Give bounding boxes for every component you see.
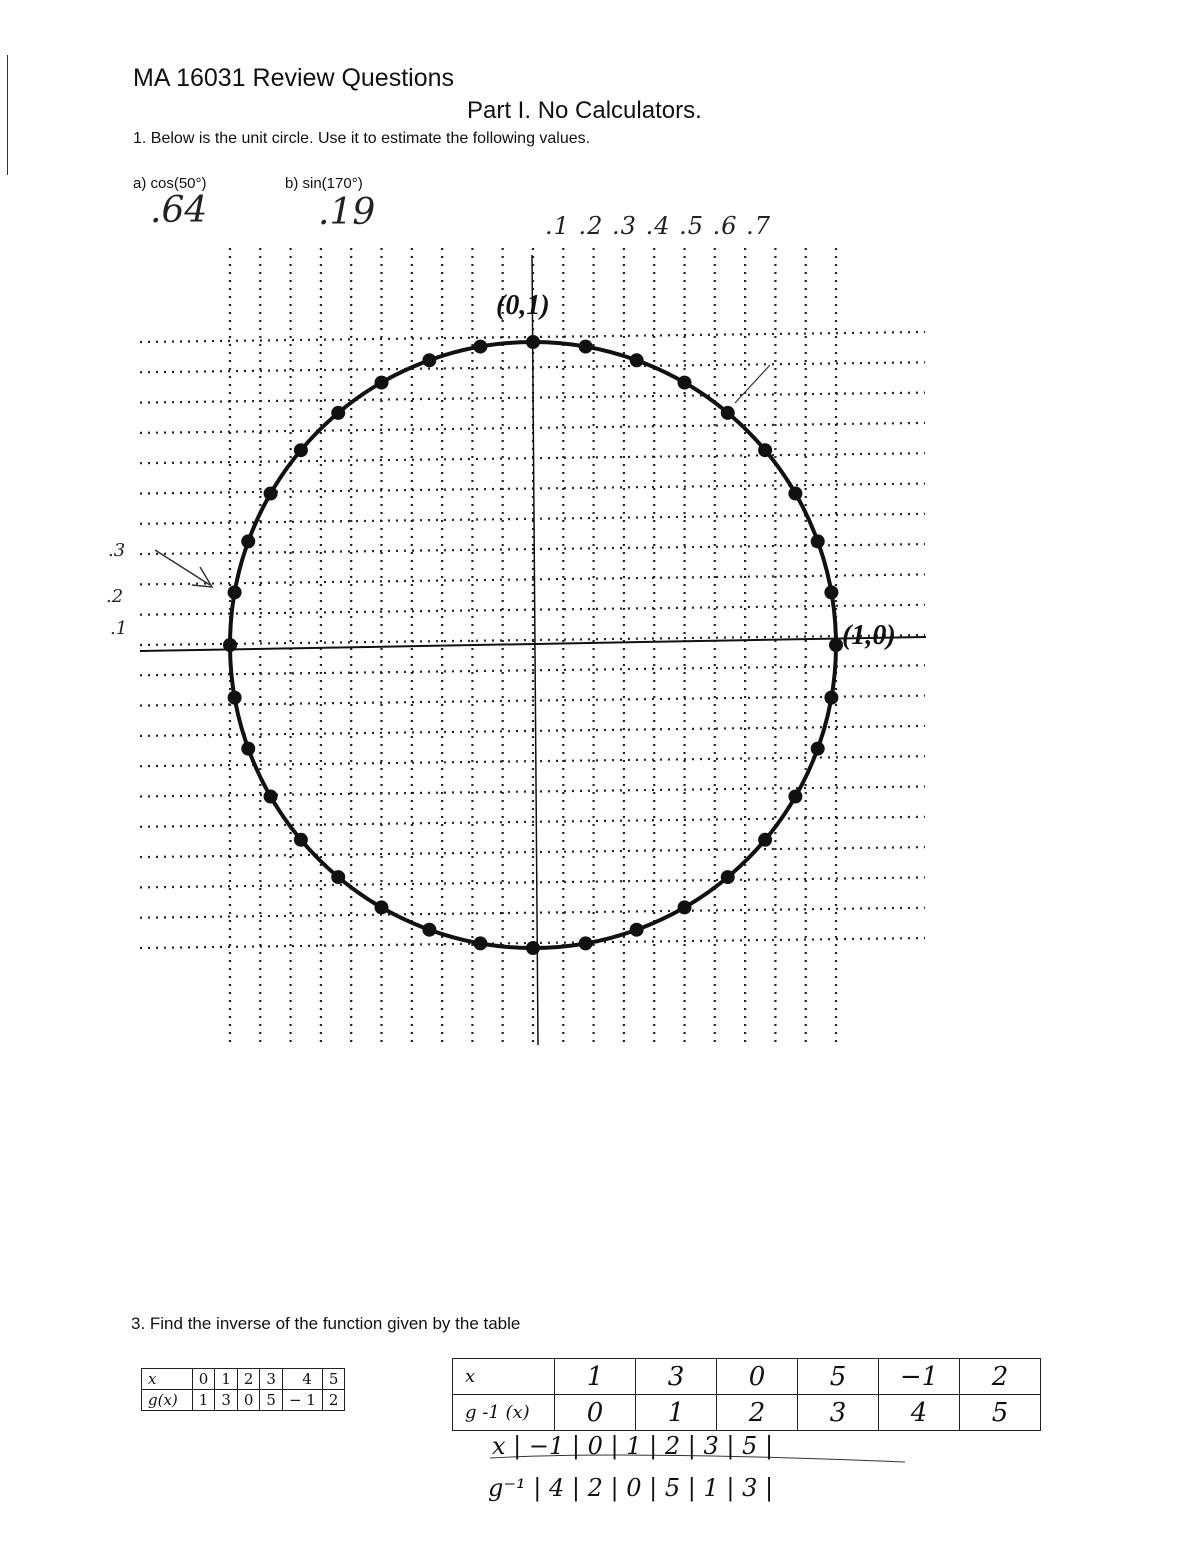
table-cell: 4 [282,1369,322,1390]
table-cell: 1 [215,1369,238,1390]
table-cell: 4 [879,1395,960,1431]
table-cell: 2 [237,1369,260,1390]
circle-point [331,406,345,420]
grid-line-horizontal [140,484,925,494]
grid-line-horizontal [140,726,925,736]
circle-point [294,833,308,847]
circle-point [758,443,772,457]
handwritten-left-note-1: .3 [108,540,126,561]
table-cell: 1 [555,1359,636,1395]
table-cell: 0 [192,1369,215,1390]
circle-point [228,691,242,705]
handwritten-work-row-2: g⁻¹ | 4 | 2 | 0 | 5 | 1 | 3 | [488,1474,774,1502]
circle-point [526,941,540,955]
circle-point [264,790,278,804]
grid-line-horizontal [140,605,925,615]
circle-point [824,585,838,599]
circle-point [331,870,345,884]
table-cell: 3 [798,1395,879,1431]
given-function-table [141,1368,345,1411]
table-header-cell: g(x) [142,1390,193,1411]
grid-line-horizontal [140,574,925,584]
grid-line-horizontal [140,453,925,463]
circle-point [579,340,593,354]
circle-point [721,870,735,884]
circle-point [526,335,540,349]
table-cell: 5 [260,1390,283,1411]
circle-point [721,406,735,420]
handwritten-work-row-1: x | −1 | 0 | 1 | 2 | 3 | 5 | [492,1432,774,1460]
annotation-arrow-left [155,550,210,585]
document-title: MA 16031 Review Questions [133,64,455,92]
circle-point [375,900,389,914]
circle-point [228,585,242,599]
circle-point [811,742,825,756]
answer-1b-handwritten: .19 [318,192,376,233]
grid-line-horizontal [140,756,925,766]
table-cell: 2 [960,1359,1041,1395]
table-cell: 2 [717,1395,798,1431]
circle-point [678,900,692,914]
inverse-answer-table [452,1358,1041,1431]
point-label-1-0: (1,0) [842,620,896,651]
circle-point [811,534,825,548]
table-row [453,1359,1041,1395]
table-header-cell: g -1 (x) [453,1395,555,1431]
table-cell: 2 [322,1390,345,1411]
circle-point [375,376,389,390]
table-cell: 1 [636,1395,717,1431]
table-cell: 0 [237,1390,260,1411]
table-cell: 0 [717,1359,798,1395]
circle-point [473,340,487,354]
table-row [142,1369,345,1390]
circle-point [788,487,802,501]
table-cell: 5 [322,1369,345,1390]
circle-point [678,376,692,390]
circle-point [241,534,255,548]
circle-point [294,443,308,457]
table-row [142,1390,345,1411]
circle-point [264,487,278,501]
circle-point [473,936,487,950]
table-cell: 5 [798,1359,879,1395]
handwritten-left-note-2: .2 [106,586,124,607]
answer-1a-handwritten: .64 [150,190,208,231]
table-cell: 5 [960,1395,1041,1431]
table-cell: 3 [215,1390,238,1411]
grid-line-horizontal [140,787,925,797]
question-1b-label: b) sin(170°) [285,175,363,192]
question-3-prompt: 3. Find the inverse of the function given by the table [131,1314,521,1333]
point-label-0-1: (0,1) [496,290,550,321]
circle-point [630,353,644,367]
handwritten-left-note-3: .1 [110,618,128,639]
circle-point [422,923,436,937]
table-cell: 1 [192,1390,215,1411]
circle-point [241,742,255,756]
circle-point [758,833,772,847]
table-cell: −1 [879,1359,960,1395]
annotation-arrow-right [735,365,770,403]
question-1a-label: a) cos(50°) [133,175,207,192]
table-header-cell: x [142,1369,193,1390]
table-cell: 3 [260,1369,283,1390]
table-row [453,1395,1041,1431]
circle-point [788,790,802,804]
circle-point [422,353,436,367]
circle-point [829,638,843,652]
table-cell: 0 [555,1395,636,1431]
circle-point [824,691,838,705]
table-cell: 3 [636,1359,717,1395]
table-cell: − 1 [282,1390,322,1411]
table-header-cell: x [453,1359,555,1395]
question-1-prompt: 1. Below is the unit circle. Use it to estimate the following values. [133,130,591,147]
grid-line-horizontal [140,908,925,918]
circle-point [630,923,644,937]
part-title: Part I. No Calculators. [467,97,702,124]
grid-line-horizontal [140,877,925,887]
circle-point [579,936,593,950]
handwritten-tick-labels: .1 .2 .3 .4 .5 .6 .7 [545,212,772,240]
circle-point [223,638,237,652]
